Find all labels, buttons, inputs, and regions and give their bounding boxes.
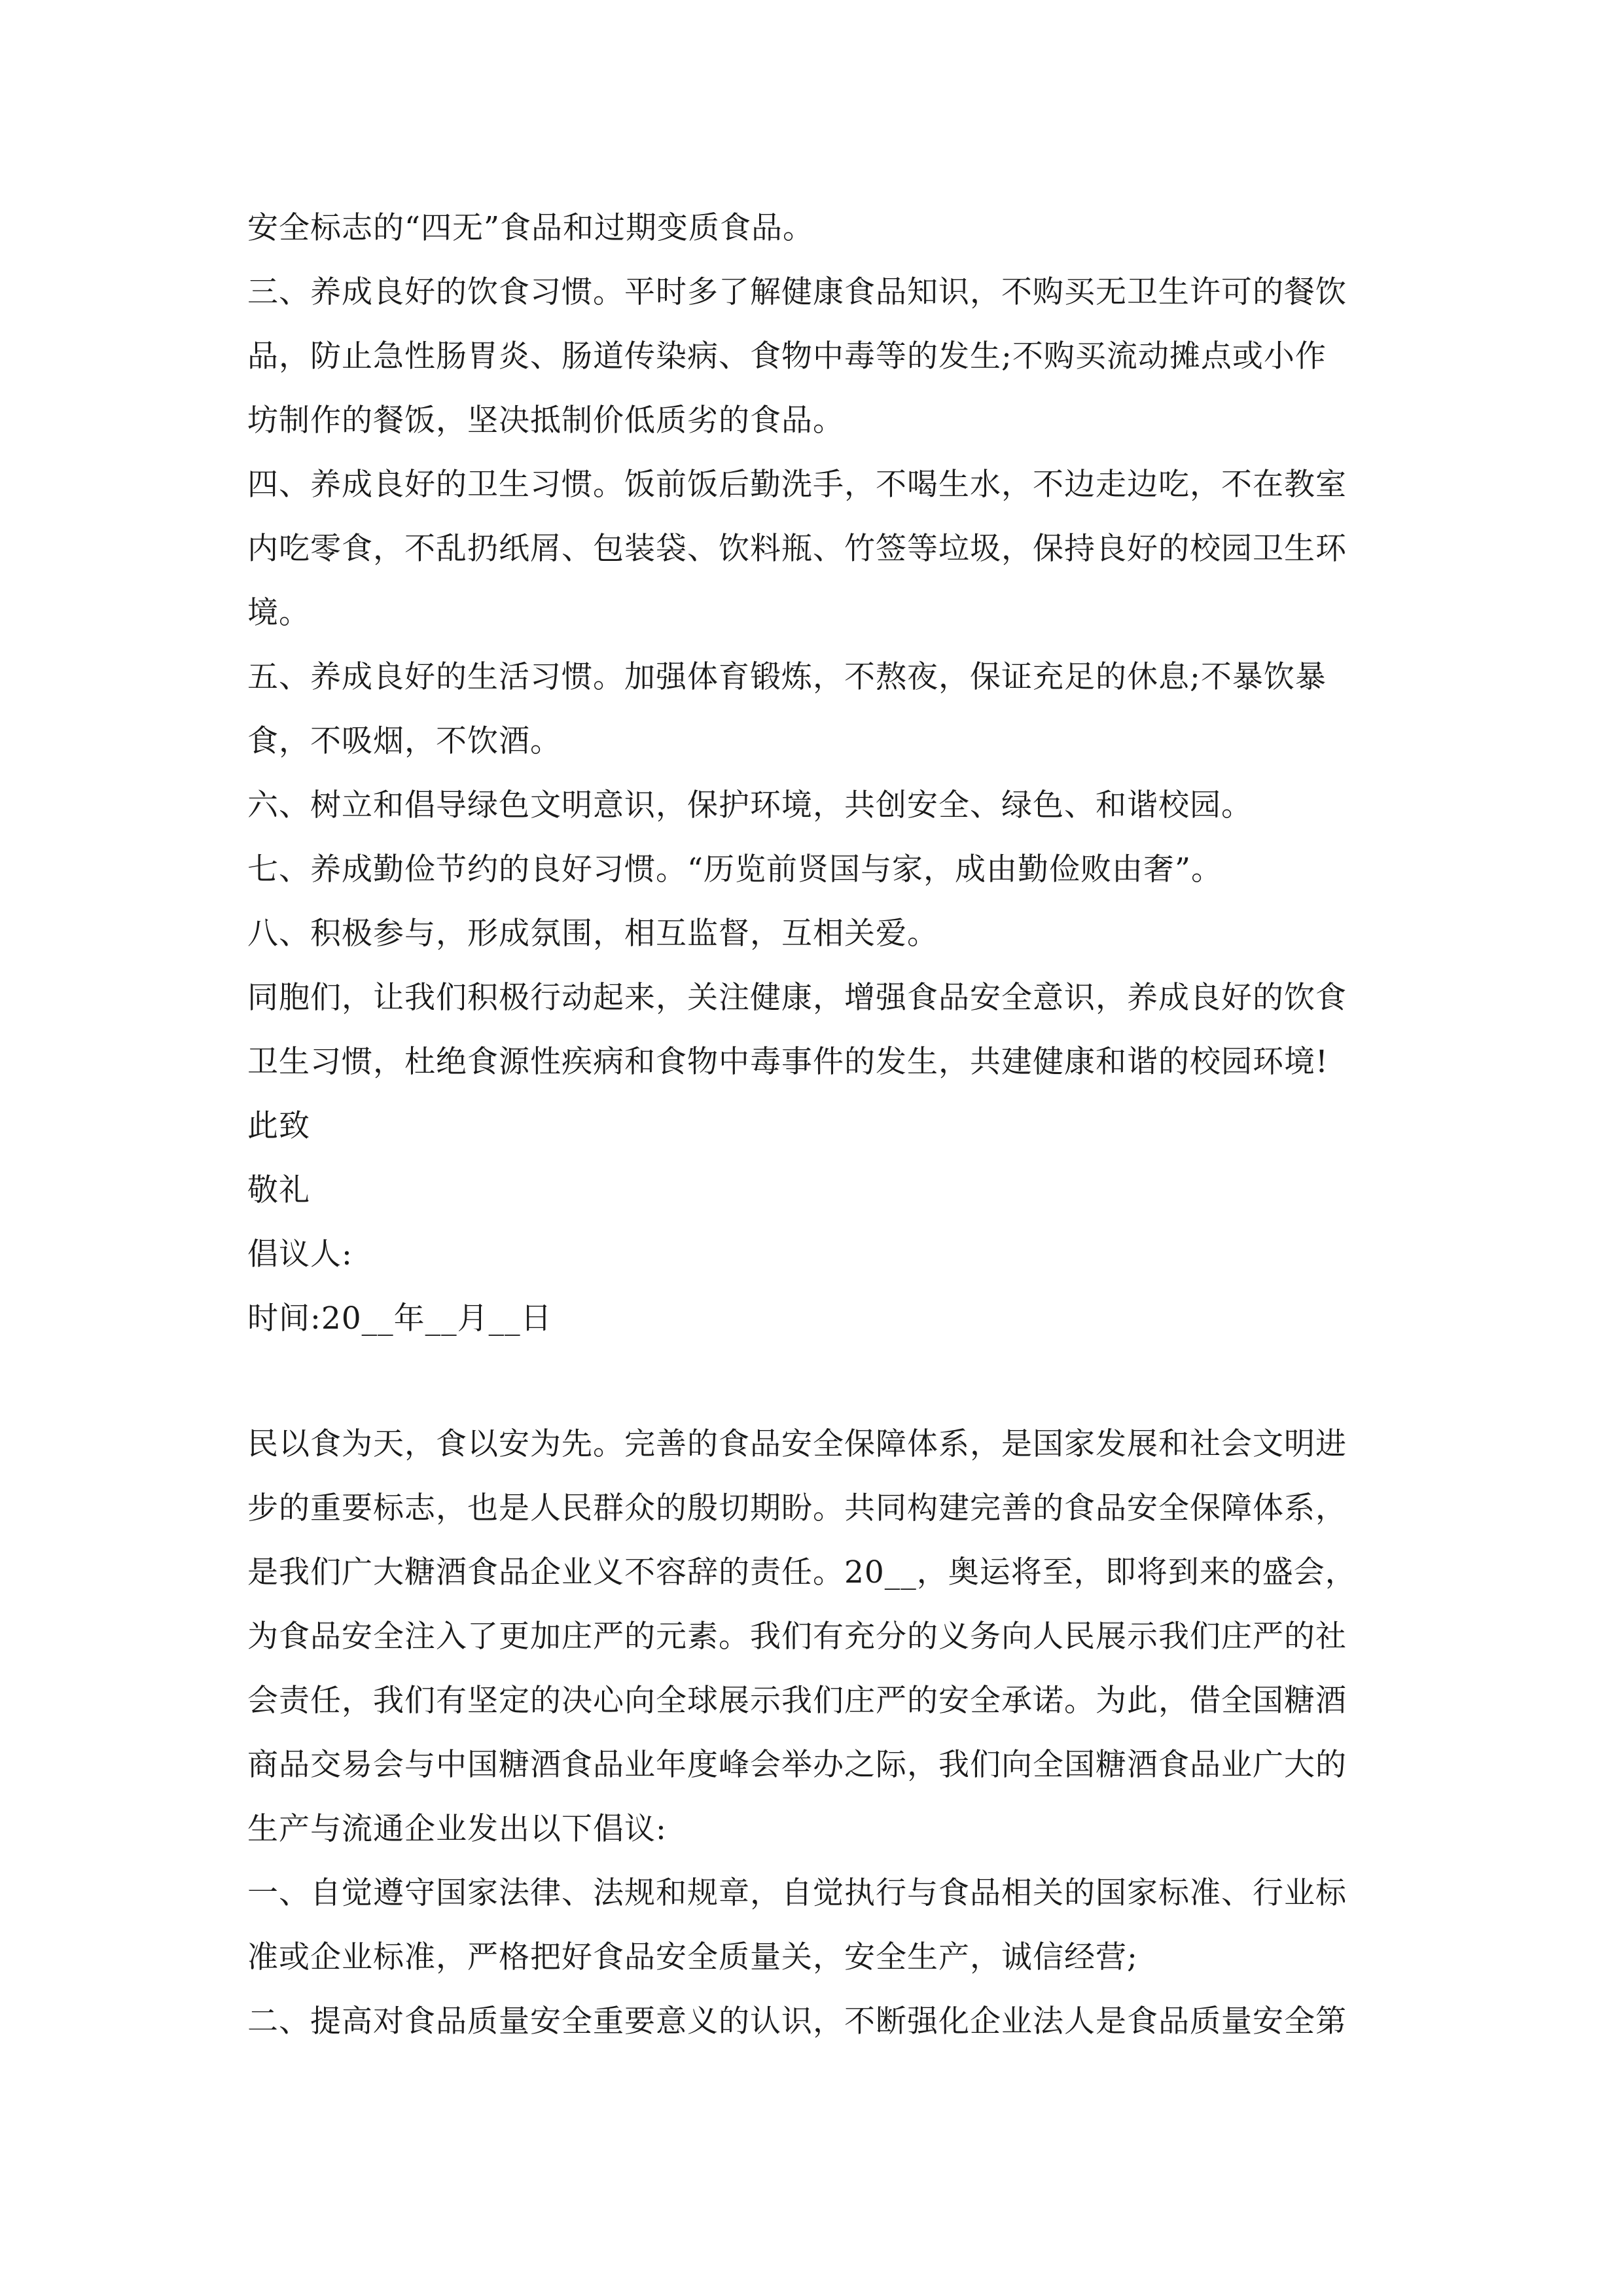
text-line: 是我们广大糖酒食品企业义不容辞的责任。20__，奥运将至，即将到来的盛会， <box>247 1554 1357 1590</box>
text-line: 二、提高对食品质量安全重要意义的认识，不断强化企业法人是食品质量安全第 <box>247 2003 1347 2039</box>
text-line: 五、养成良好的生活习惯。加强体育锻炼，不熬夜，保证充足的休息;不暴饮暴 <box>247 659 1327 695</box>
section-industry-proposal <box>247 1412 1389 2054</box>
text-line: 卫生习惯，杜绝食源性疾病和食物中毒事件的发生，共建健康和谐的校园环境! <box>247 1044 1329 1080</box>
text-line: 八、积极参与，形成氛围，相互监督，互相关爱。 <box>247 916 938 952</box>
text-line: 准或企业标准，严格把好食品安全质量关，安全生产，诚信经营; <box>247 1939 1138 1975</box>
proposer-label: 倡议人: <box>247 1236 353 1272</box>
text-line: 品，防止急性肠胃炎、肠道传染病、食物中毒等的发生;不购买流动摊点或小作 <box>247 338 1327 374</box>
section-student-proposal <box>247 196 1389 1351</box>
text-line: 坊制作的餐饭，坚决抵制价低质劣的食品。 <box>247 403 844 439</box>
text-line: 安全标志的“四无”食品和过期变质食品。 <box>247 210 815 246</box>
text-line: 七、养成勤俭节约的良好习惯。“历览前贤国与家，成由勤俭败由奢”。 <box>247 852 1223 888</box>
text-line: 食，不吸烟，不饮酒。 <box>247 723 562 759</box>
text-line: 境。 <box>247 595 310 631</box>
text-line: 民以食为天，食以安为先。完善的食品安全保障体系，是国家发展和社会文明进 <box>247 1426 1347 1462</box>
text-line: 商品交易会与中国糖酒食品业年度峰会举办之际，我们向全国糖酒食品业广大的 <box>247 1747 1347 1783</box>
text-line: 一、自觉遵守国家法律、法规和规章，自觉执行与食品相关的国家标准、行业标 <box>247 1875 1347 1911</box>
text-line: 步的重要标志，也是人民群众的殷切期盼。共同构建完善的食品安全保障体系， <box>247 1490 1347 1526</box>
text-line: 为食品安全注入了更加庄严的元素。我们有充分的义务向人民展示我们庄严的社 <box>247 1619 1347 1655</box>
text-line: 四、养成良好的卫生习惯。饭前饭后勤洗手，不喝生水，不边走边吃，不在教室 <box>247 467 1347 503</box>
date-label: 时间:20__年__月__日 <box>247 1300 552 1336</box>
text-line: 生产与流通企业发出以下倡议: <box>247 1811 667 1847</box>
closing-salutation: 此致 <box>247 1108 310 1144</box>
text-line: 同胞们，让我们积极行动起来，关注健康，增强食品安全意识，养成良好的饮食 <box>247 980 1347 1016</box>
text-line: 内吃零食，不乱扔纸屑、包装袋、饮料瓶、竹签等垃圾，保持良好的校园卫生环 <box>247 531 1347 567</box>
text-line: 六、树立和倡导绿色文明意识，保护环境，共创安全、绿色、和谐校园。 <box>247 787 1253 823</box>
text-line: 会责任，我们有坚定的决心向全球展示我们庄严的安全承诺。为此，借全国糖酒 <box>247 1683 1347 1719</box>
closing-regards: 敬礼 <box>247 1172 310 1208</box>
text-line: 三、养成良好的饮食习惯。平时多了解健康食品知识，不购买无卫生许可的餐饮 <box>247 274 1347 310</box>
